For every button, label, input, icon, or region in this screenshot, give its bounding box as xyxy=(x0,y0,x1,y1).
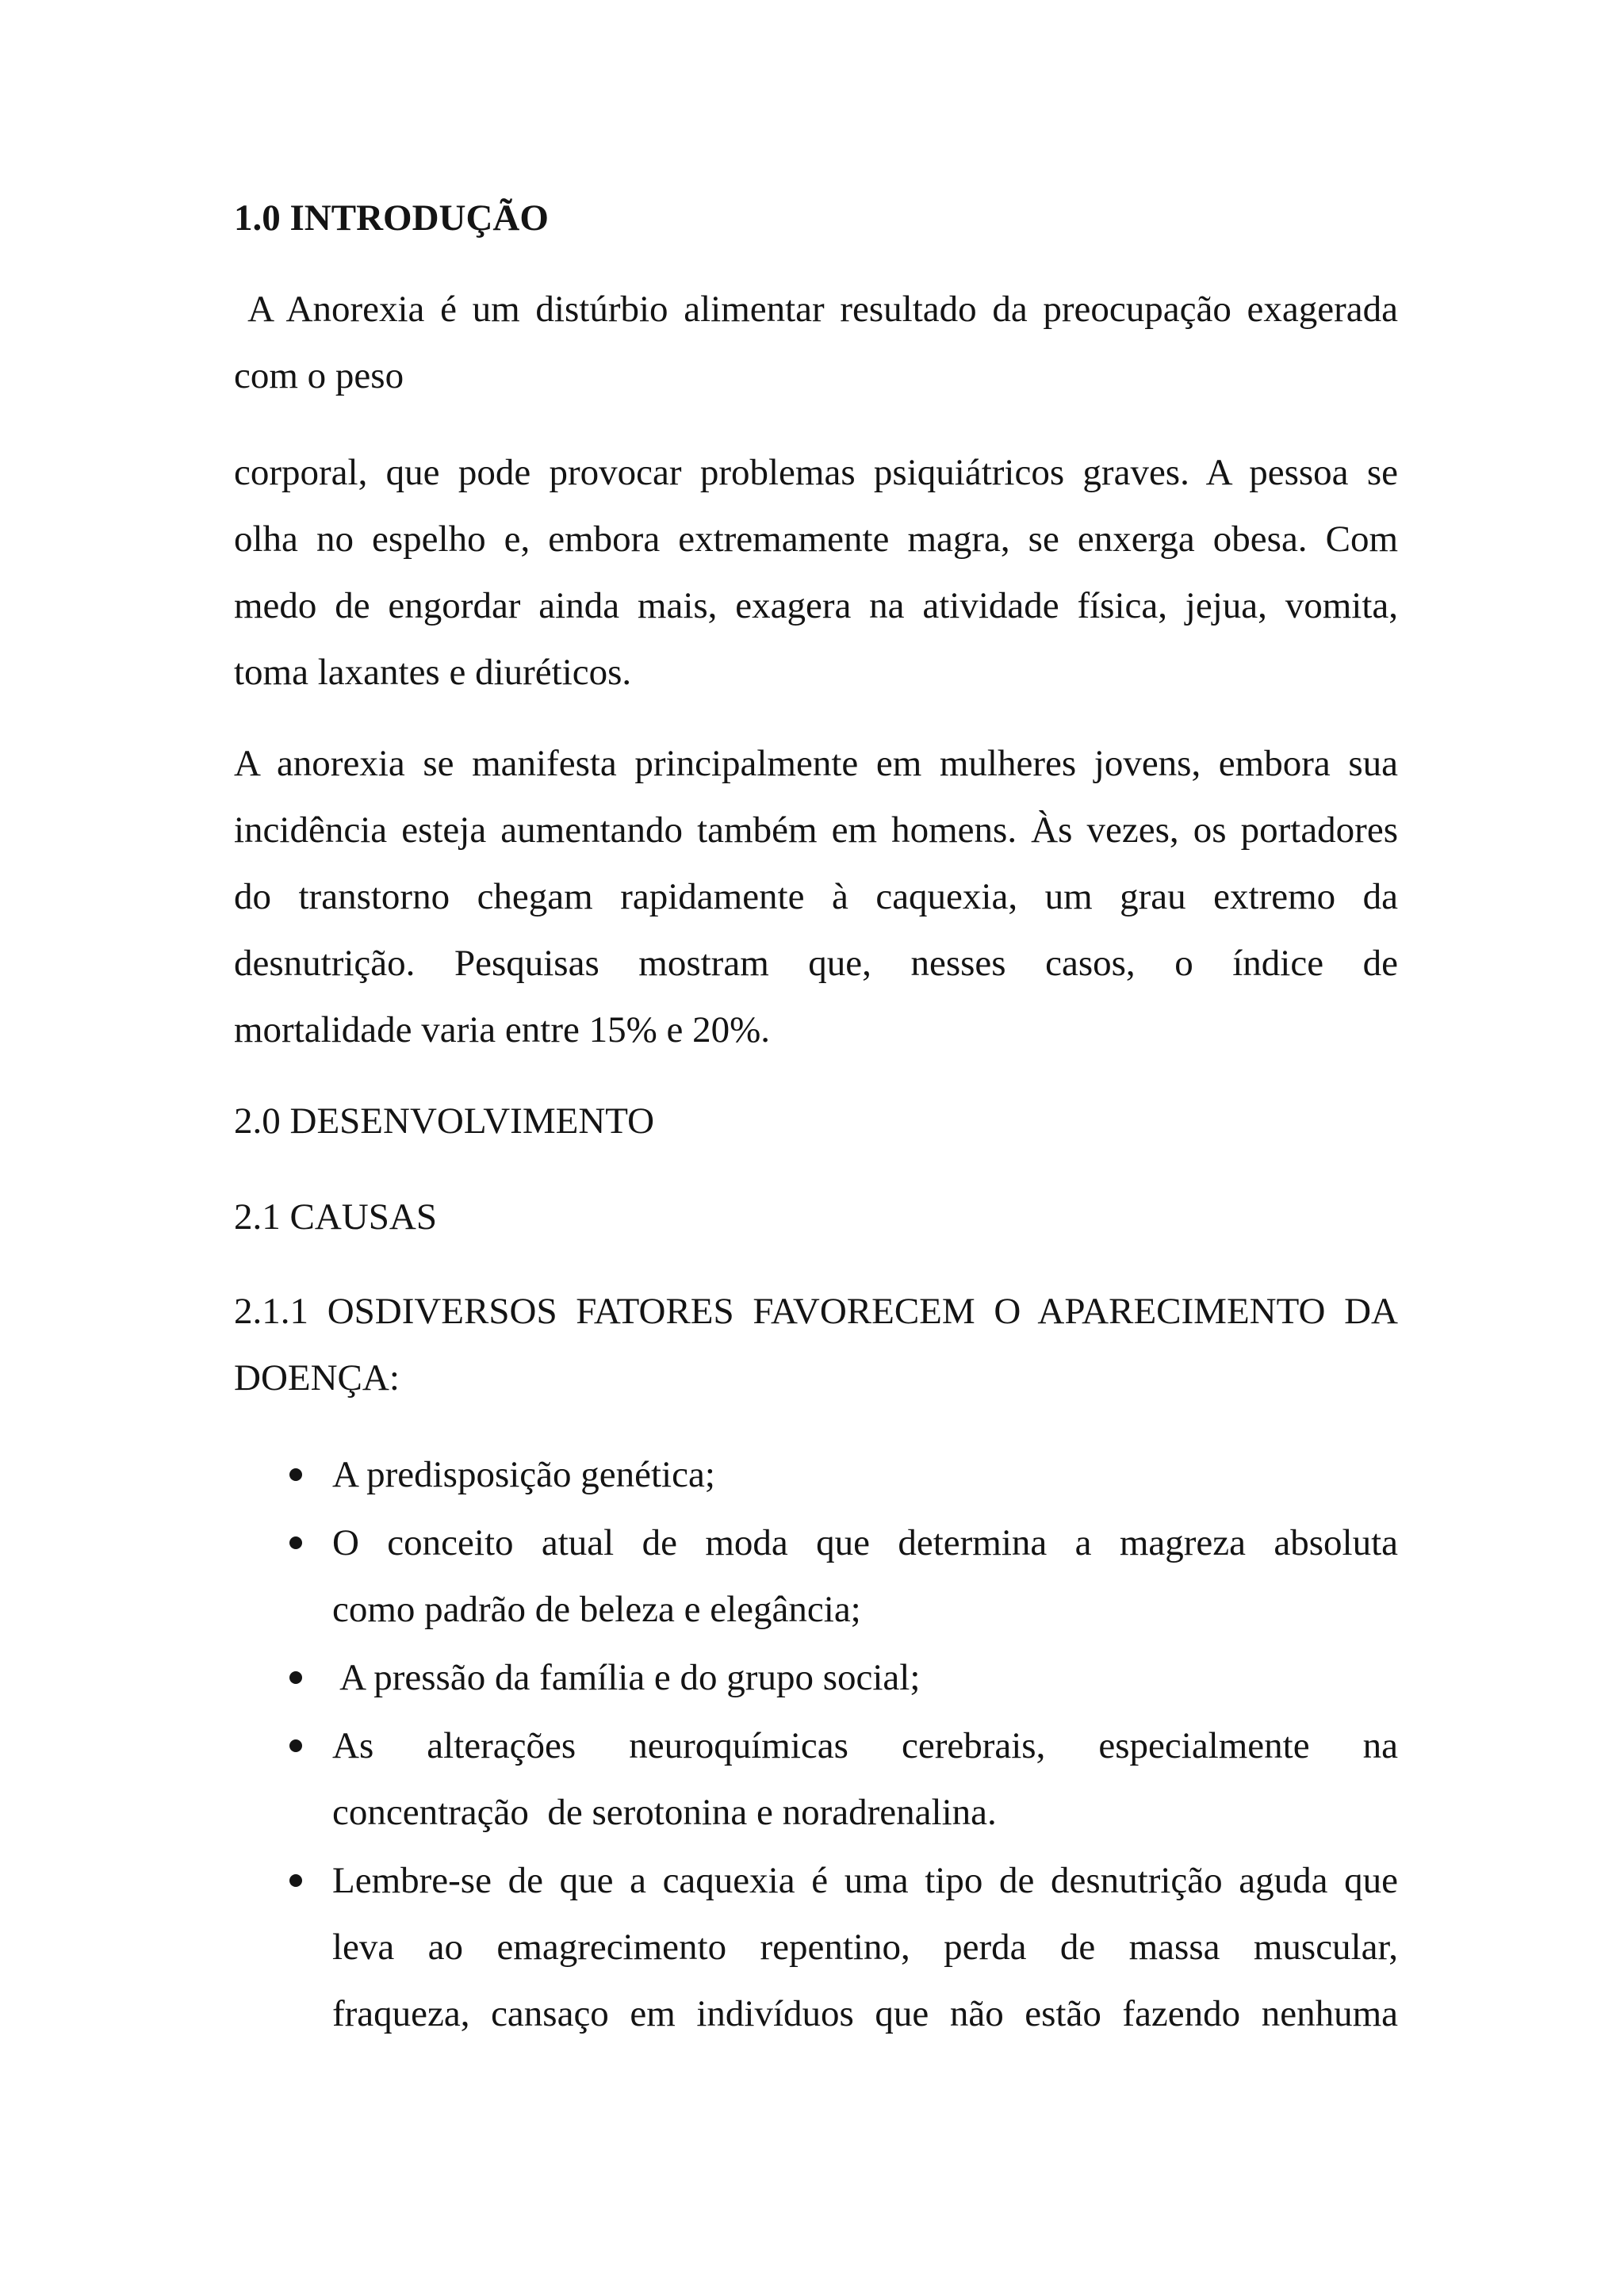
bullet-icon xyxy=(289,1468,302,1481)
heading-line: 2.1.1 OSDIVERSOS FATORES FAVORECEM O APARECIMENTO DA xyxy=(234,1291,1398,1332)
paragraph-line: do transtorno chegam rapidamente à caquexia, um grau extremo da xyxy=(234,876,1398,917)
paragraph-line: toma laxantes e diuréticos. xyxy=(234,652,632,693)
heading-text: 1.0 INTRODUÇÃO xyxy=(234,197,549,239)
paragraph-line: desnutrição. Pesquisas mostram que, nesses casos, o índice de xyxy=(234,943,1398,984)
paragraph-line: corporal, que pode provocar problemas psiquiátricos graves. A pessoa se xyxy=(234,452,1398,493)
heading-line: DOENÇA: xyxy=(234,1357,400,1399)
paragraph-line: medo de engordar ainda mais, exagera na atividade física, jejua, vomita, xyxy=(234,585,1398,626)
list-item-line: Lembre-se de que a caquexia é uma tipo de desnutrição aguda que xyxy=(332,1860,1398,1901)
list-item-line: fraqueza, cansaço em indivíduos que não estão fazendo nenhuma xyxy=(332,1993,1398,2034)
paragraph-line: olha no espelho e, embora extremamente magra, se enxerga obesa. Com xyxy=(234,519,1398,560)
bullet-icon xyxy=(289,1671,302,1684)
list-item-line: As alterações neuroquímicas cerebrais, especialmente na xyxy=(332,1725,1398,1766)
paragraph-line: A Anorexia é um distúrbio alimentar resultado da preocupação exagerada xyxy=(234,289,1398,330)
list-item-line: leva ao emagrecimento repentino, perda de massa muscular, xyxy=(332,1927,1398,1968)
heading-text: 2.0 DESENVOLVIMENTO xyxy=(234,1100,655,1142)
list-item-line: como padrão de beleza e elegância; xyxy=(332,1589,861,1630)
list-item-line: A pressão da família e do grupo social; xyxy=(332,1657,921,1698)
list-item-line: concentração de serotonina e noradrenalina. xyxy=(332,1792,997,1833)
bullet-icon xyxy=(289,1739,302,1752)
bullet-icon xyxy=(289,1536,302,1549)
list-item-line: O conceito atual de moda que determina a magreza absoluta xyxy=(332,1522,1398,1563)
paragraph-line: A anorexia se manifesta principalmente em mulheres jovens, embora sua xyxy=(234,743,1398,784)
paragraph-line: incidência esteja aumentando também em homens. Às vezes, os portadores xyxy=(234,809,1398,851)
paragraph-line: com o peso xyxy=(234,355,404,396)
paragraph-line: mortalidade varia entre 15% e 20%. xyxy=(234,1009,770,1050)
heading-text: 2.1 CAUSAS xyxy=(234,1196,437,1238)
bullet-icon xyxy=(289,1874,302,1887)
list-item-line: A predisposição genética; xyxy=(332,1454,715,1495)
